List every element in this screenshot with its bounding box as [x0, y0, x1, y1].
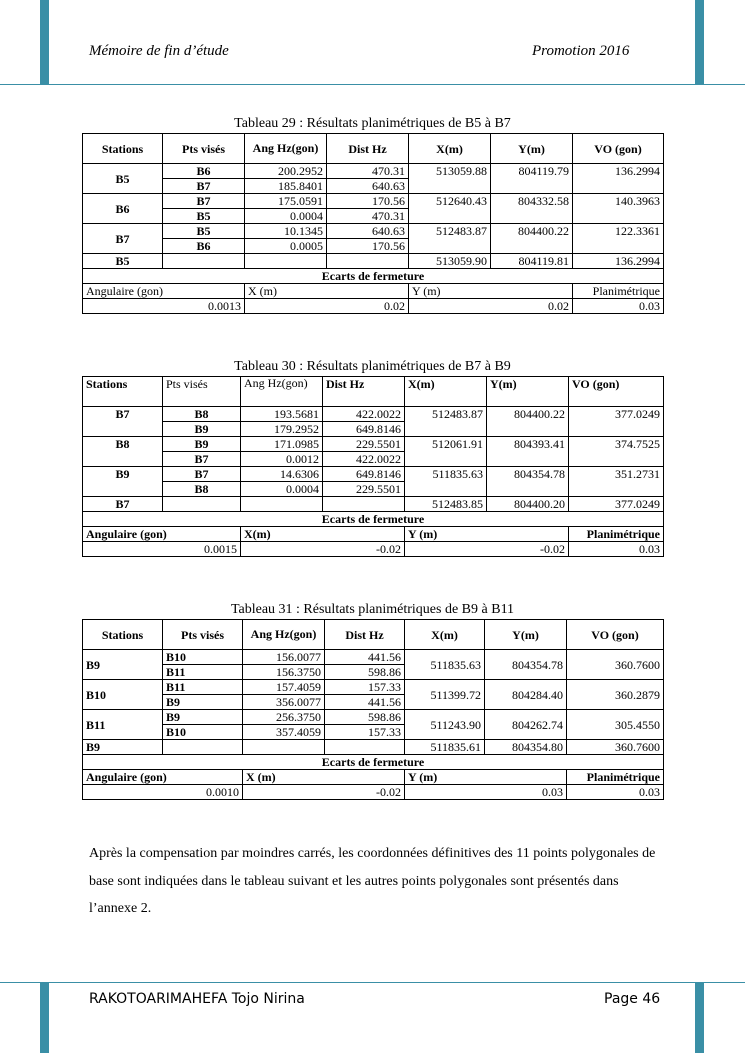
station-cell: B7: [83, 497, 163, 512]
angle-cell: 256.3750: [243, 710, 325, 725]
target-cell: B6: [163, 164, 245, 179]
table-caption: Tableau 29 : Résultats planimétriques de B5 à B7: [234, 116, 511, 131]
vo-cell: 374.7525: [569, 437, 664, 467]
table-row: [83, 407, 664, 422]
ecart-value-planimetrique: 0.03: [569, 542, 664, 557]
station-cell: B9: [83, 650, 163, 680]
distance-cell: 422.0022: [323, 407, 405, 422]
x-cell: 512483.85: [405, 497, 487, 512]
station-cell: B5: [83, 254, 163, 269]
station-cell: B7: [83, 407, 163, 437]
col-header-dist-hz: Dist Hz: [323, 377, 405, 407]
angle-cell: 0.0004: [245, 209, 327, 224]
target-cell: B7: [163, 194, 245, 209]
empty-cell: [163, 254, 245, 269]
ecart-label-angulaire: Angulaire (gon): [83, 527, 241, 542]
x-cell: 512640.43: [409, 194, 491, 224]
ecart-value-angulaire: 0.0015: [83, 542, 241, 557]
station-cell: B5: [83, 164, 163, 194]
empty-cell: [245, 254, 327, 269]
table-caption: Tableau 30 : Résultats planimétriques de B7 à B9: [234, 359, 511, 374]
ecart-value-planimetrique: 0.03: [573, 299, 664, 314]
target-cell: B7: [163, 452, 241, 467]
angle-cell: 200.2952: [245, 164, 327, 179]
ecarts-value-row: [83, 785, 664, 800]
y-cell: 804400.22: [487, 407, 569, 437]
x-cell: 512061.91: [405, 437, 487, 467]
station-cell: B8: [83, 437, 163, 467]
distance-cell: 157.33: [325, 680, 405, 695]
angle-cell: 0.0012: [241, 452, 323, 467]
y-cell: 804354.78: [487, 467, 569, 497]
footer-page-number: Page 46: [604, 991, 661, 1007]
target-cell: B7: [163, 467, 241, 482]
station-cell: B7: [83, 224, 163, 254]
ecart-label-y: Y (m): [405, 527, 569, 542]
header-rule: [0, 84, 745, 85]
empty-cell: [163, 740, 243, 755]
vo-cell: 140.3963: [573, 194, 664, 224]
closing-row: [83, 497, 664, 512]
station-cell: B9: [83, 740, 163, 755]
table-caption: Tableau 31 : Résultats planimétriques de B9 à B11: [230, 602, 515, 617]
distance-cell: 170.56: [327, 239, 409, 254]
empty-cell: [327, 254, 409, 269]
col-header-ang-hz: Ang Hz(gon): [243, 620, 325, 650]
vo-cell: 360.7600: [567, 740, 664, 755]
angle-cell: 193.5681: [241, 407, 323, 422]
distance-cell: 157.33: [325, 725, 405, 740]
station-cell: B10: [83, 680, 163, 710]
ecarts-title-row: [83, 512, 664, 527]
ecart-label-x: X(m): [241, 527, 405, 542]
table-row: [83, 710, 664, 725]
angle-cell: 10.1345: [245, 224, 327, 239]
ecart-value-y: 0.03: [405, 785, 567, 800]
y-cell: 804119.81: [491, 254, 573, 269]
angle-cell: 356.0077: [243, 695, 325, 710]
y-cell: 804400.20: [487, 497, 569, 512]
ecart-value-x: -0.02: [241, 542, 405, 557]
distance-cell: 170.56: [327, 194, 409, 209]
angle-cell: 185.8401: [245, 179, 327, 194]
table-header-row: [83, 377, 664, 407]
ecart-value-y: 0.02: [409, 299, 573, 314]
header-title: Mémoire de fin d’étude: [89, 43, 229, 59]
closing-row: [83, 254, 664, 269]
table-row: [83, 164, 664, 179]
target-cell: B9: [163, 422, 241, 437]
ecarts-title-row: [83, 755, 664, 770]
y-cell: 804354.78: [485, 650, 567, 680]
ecart-label-y: Y (m): [405, 770, 567, 785]
y-cell: 804400.22: [491, 224, 573, 254]
y-cell: 804284.40: [485, 680, 567, 710]
x-cell: 511835.63: [405, 467, 487, 497]
table-row: [83, 650, 664, 665]
col-header-dist-hz: Dist Hz: [327, 134, 409, 164]
distance-cell: 470.31: [327, 164, 409, 179]
ecarts-title: Ecarts de fermeture: [83, 269, 664, 284]
table-row: [83, 680, 664, 695]
y-cell: 804354.80: [485, 740, 567, 755]
col-header-stations: Stations: [83, 134, 163, 164]
angle-cell: 157.4059: [243, 680, 325, 695]
ecart-label-x: X (m): [243, 770, 405, 785]
target-cell: B8: [163, 407, 241, 422]
angle-cell: 179.2952: [241, 422, 323, 437]
ecart-value-angulaire: 0.0013: [83, 299, 245, 314]
target-cell: B8: [163, 482, 241, 497]
ecart-value-y: -0.02: [405, 542, 569, 557]
vo-cell: 136.2994: [573, 164, 664, 194]
empty-cell: [323, 497, 405, 512]
col-header-y: Y(m): [491, 134, 573, 164]
closing-row: [83, 740, 664, 755]
angle-cell: 14.6306: [241, 467, 323, 482]
col-header-pts-vises: Pts visés: [163, 620, 243, 650]
y-cell: 804393.41: [487, 437, 569, 467]
empty-cell: [241, 497, 323, 512]
ecart-value-x: -0.02: [243, 785, 405, 800]
table-row: [83, 194, 664, 209]
distance-cell: 649.8146: [323, 422, 405, 437]
distance-cell: 649.8146: [323, 467, 405, 482]
ecart-label-planimetrique: Planimétrique: [573, 284, 664, 299]
empty-cell: [325, 740, 405, 755]
x-cell: 513059.88: [409, 164, 491, 194]
col-header-dist-hz: Dist Hz: [325, 620, 405, 650]
distance-cell: 229.5501: [323, 482, 405, 497]
ecarts-label-row: [83, 770, 664, 785]
ecart-value-planimetrique: 0.03: [567, 785, 664, 800]
ecarts-title: Ecarts de fermeture: [83, 755, 664, 770]
target-cell: B7: [163, 179, 245, 194]
ecarts-label-row: [83, 284, 664, 299]
target-cell: B5: [163, 224, 245, 239]
vo-cell: 377.0249: [569, 407, 664, 437]
x-cell: 511243.90: [405, 710, 485, 740]
angle-cell: 171.0985: [241, 437, 323, 452]
target-cell: B11: [163, 665, 243, 680]
ecart-value-angulaire: 0.0010: [83, 785, 243, 800]
bottom-left-accent-bar: [40, 982, 49, 1053]
col-header-x: X(m): [405, 620, 485, 650]
footer-rule: [0, 982, 745, 983]
target-cell: B10: [163, 650, 243, 665]
ecarts-title: Ecarts de fermeture: [83, 512, 664, 527]
ecart-label-angulaire: Angulaire (gon): [83, 284, 245, 299]
ecarts-label-row: [83, 527, 664, 542]
angle-cell: 0.0004: [241, 482, 323, 497]
col-header-ang-hz: Ang Hz(gon): [241, 377, 323, 407]
distance-cell: 441.56: [325, 650, 405, 665]
table-row: [83, 437, 664, 452]
x-cell: 512483.87: [405, 407, 487, 437]
bottom-right-accent-bar: [695, 982, 704, 1053]
x-cell: 511399.72: [405, 680, 485, 710]
ecart-value-x: 0.02: [245, 299, 409, 314]
y-cell: 804332.58: [491, 194, 573, 224]
col-header-x: X(m): [405, 377, 487, 407]
footer-author: RAKOTOARIMAHEFA Tojo Nirina: [89, 991, 305, 1007]
ecart-label-x: X (m): [245, 284, 409, 299]
col-header-pts-vises: Pts visés: [163, 134, 245, 164]
col-header-y: Y(m): [485, 620, 567, 650]
angle-cell: 156.3750: [243, 665, 325, 680]
top-right-accent-bar: [695, 0, 704, 85]
empty-cell: [243, 740, 325, 755]
col-header-vo: VO (gon): [567, 620, 664, 650]
distance-cell: 598.86: [325, 665, 405, 680]
distance-cell: 422.0022: [323, 452, 405, 467]
station-cell: B11: [83, 710, 163, 740]
station-cell: B9: [83, 467, 163, 497]
station-cell: B6: [83, 194, 163, 224]
ecart-label-planimetrique: Planimétrique: [569, 527, 664, 542]
ecarts-value-row: [83, 299, 664, 314]
target-cell: B9: [163, 710, 243, 725]
col-header-pts-vises: Pts visés: [163, 377, 241, 407]
table-row: [83, 224, 664, 239]
vo-cell: 377.0249: [569, 497, 664, 512]
vo-cell: 136.2994: [573, 254, 664, 269]
col-header-x: X(m): [409, 134, 491, 164]
distance-cell: 640.63: [327, 179, 409, 194]
col-header-y: Y(m): [487, 377, 569, 407]
table-row: [83, 467, 664, 482]
ecart-label-planimetrique: Planimétrique: [567, 770, 664, 785]
angle-cell: 357.4059: [243, 725, 325, 740]
x-cell: 512483.87: [409, 224, 491, 254]
vo-cell: 360.7600: [567, 650, 664, 680]
x-cell: 511835.61: [405, 740, 485, 755]
ecart-label-angulaire: Angulaire (gon): [83, 770, 243, 785]
results-table-b9-b11: [82, 619, 664, 800]
vo-cell: 360.2879: [567, 680, 664, 710]
y-cell: 804262.74: [485, 710, 567, 740]
ecarts-title-row: [83, 269, 664, 284]
target-cell: B11: [163, 680, 243, 695]
distance-cell: 598.86: [325, 710, 405, 725]
y-cell: 804119.79: [491, 164, 573, 194]
col-header-vo: VO (gon): [573, 134, 664, 164]
top-left-accent-bar: [40, 0, 49, 85]
x-cell: 511835.63: [405, 650, 485, 680]
vo-cell: 305.4550: [567, 710, 664, 740]
col-header-stations: Stations: [83, 620, 163, 650]
target-cell: B6: [163, 239, 245, 254]
angle-cell: 0.0005: [245, 239, 327, 254]
angle-cell: 175.0591: [245, 194, 327, 209]
distance-cell: 229.5501: [323, 437, 405, 452]
results-table-b5-b7: [82, 133, 664, 314]
ecarts-value-row: [83, 542, 664, 557]
x-cell: 513059.90: [409, 254, 491, 269]
empty-cell: [163, 497, 241, 512]
results-table-b7-b9: [82, 376, 664, 557]
col-header-stations: Stations: [83, 377, 163, 407]
distance-cell: 470.31: [327, 209, 409, 224]
vo-cell: 351.2731: [569, 467, 664, 497]
vo-cell: 122.3361: [573, 224, 664, 254]
distance-cell: 441.56: [325, 695, 405, 710]
target-cell: B10: [163, 725, 243, 740]
target-cell: B5: [163, 209, 245, 224]
table-header-row: [83, 620, 664, 650]
col-header-ang-hz: Ang Hz(gon): [245, 134, 327, 164]
target-cell: B9: [163, 695, 243, 710]
col-header-vo: VO (gon): [569, 377, 664, 407]
table-header-row: [83, 134, 664, 164]
target-cell: B9: [163, 437, 241, 452]
body-paragraph: Après la compensation par moindres carrés, les coordonnées définitives des 11 points polygonales de base sont indiquées dans le tableau suivant et les autres points polygonales sont présentés dans l’annexe 2.: [89, 846, 656, 916]
header-promotion: Promotion 2016: [532, 43, 630, 59]
angle-cell: 156.0077: [243, 650, 325, 665]
distance-cell: 640.63: [327, 224, 409, 239]
ecart-label-y: Y (m): [409, 284, 573, 299]
